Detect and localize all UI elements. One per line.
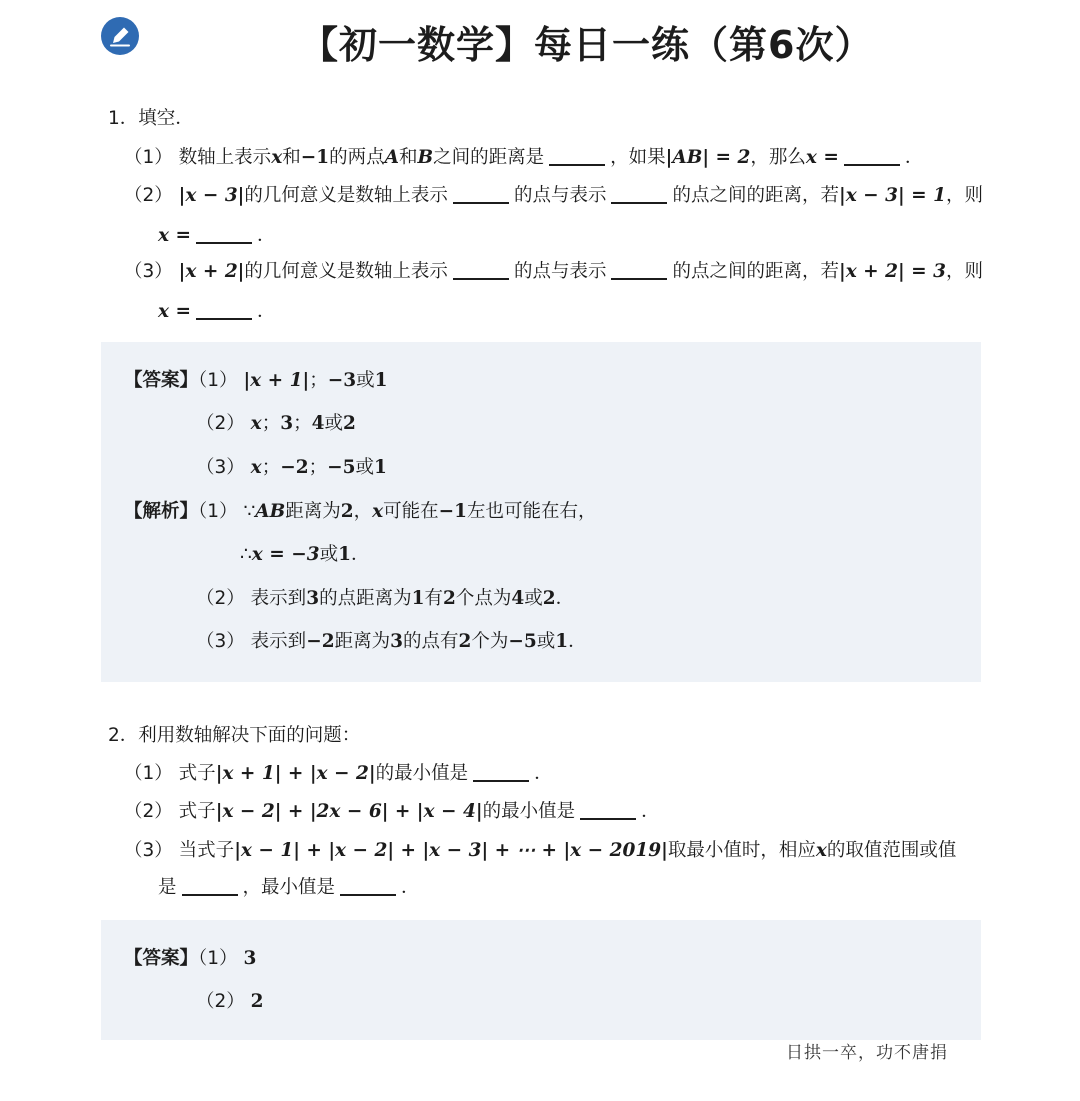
question-2-header: 2．利用数轴解决下面的问题：	[108, 725, 361, 746]
question-1-part-2-cont: x = ．	[158, 225, 276, 246]
explanation-1-line-4: （3） 表示到−2距离为3的点有2个为−5或1．	[196, 631, 587, 652]
question-1-part-3: （3） |x + 2|的几何意义是数轴上表示 的点与表示 的点之间的距离，若|x + 2| = 3，则	[124, 261, 983, 282]
question-2-part-1: （1） 式子|x + 1| + |x − 2|的最小值是 ．	[124, 763, 553, 784]
question-1-header: 1．填空．	[108, 108, 194, 129]
answer-blank	[196, 224, 252, 244]
answer-blank	[473, 762, 529, 782]
question-1-part-3-cont: x = ．	[158, 301, 276, 322]
answer-blank	[611, 184, 667, 204]
answer-1-line-3: （3） x；−2；−5或1	[196, 457, 387, 478]
explanation-1-line-2: ∴x = −3或1．	[240, 544, 370, 565]
question-1-part-1: （1） 数轴上表示x和−1的两点A和B之间的距离是 ，如果|AB| = 2，那么x = ．	[124, 147, 924, 168]
answer-2-line-2: （2） 2	[196, 991, 264, 1012]
answer-2-line-1: 【答案】（1） 3	[124, 948, 257, 969]
answer-blank	[549, 146, 605, 166]
answer-blank	[340, 876, 396, 896]
question-1-part-2: （2） |x − 3|的几何意义是数轴上表示 的点与表示 的点之间的距离，若|x − 3| = 1，则	[124, 185, 983, 206]
explanation-1-line-3: （2） 表示到3的点距离为1有2个点为4或2．	[196, 588, 575, 609]
answer-1-line-1: 【答案】（1） |x + 1|；−3或1	[124, 370, 388, 391]
answer-blank	[196, 300, 252, 320]
answer-blank	[453, 260, 509, 280]
answer-box-2	[101, 920, 981, 1040]
answer-1-line-2: （2） x；3；4或2	[196, 413, 356, 434]
explanation-1-line-1: 【解析】（1） ∵AB距离为2，x可能在−1左也可能在右，	[124, 501, 597, 522]
answer-blank	[182, 876, 238, 896]
question-2-part-2: （2） 式子|x − 2| + |2x − 6| + |x − 4|的最小值是 ．	[124, 801, 660, 822]
question-2-part-3-cont: 是 ，最小值是 ．	[158, 877, 420, 898]
footer-motto: 日拱一卒，功不唐捐	[786, 1043, 948, 1063]
answer-blank	[611, 260, 667, 280]
page-title: 【初一数学】每日一练（第6次）	[300, 23, 874, 67]
pencil-icon	[101, 17, 139, 55]
answer-blank	[844, 146, 900, 166]
answer-blank	[580, 800, 636, 820]
answer-blank	[453, 184, 509, 204]
question-2-part-3: （3） 当式子|x − 1| + |x − 2| + |x − 3| + ⋯ + |x − 2019|取最小值时，相应x的取值范围或值	[124, 840, 957, 861]
